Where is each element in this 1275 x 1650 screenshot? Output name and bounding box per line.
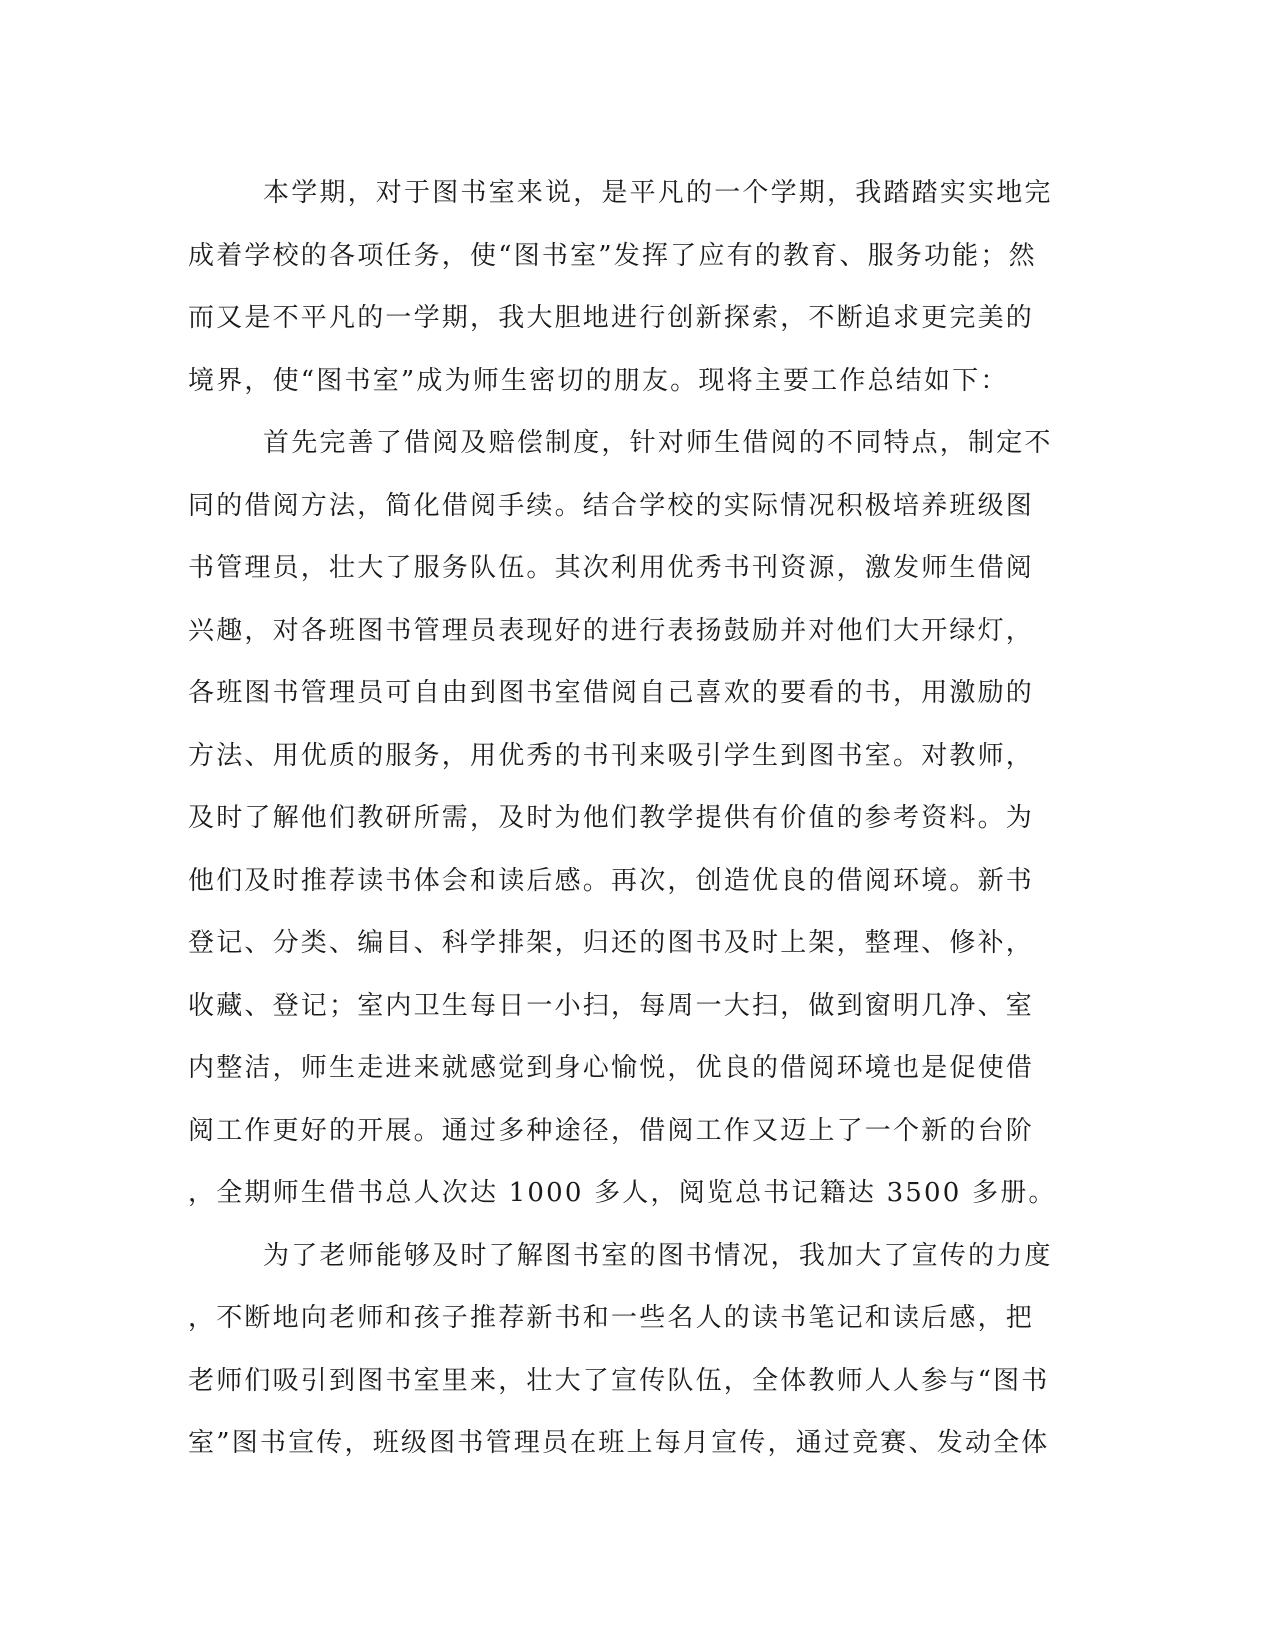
text-line: 而又是不平凡的一学期，我大胆地进行创新探索，不断追求更完美的 — [188, 303, 1035, 333]
text-line: ，全期师生借书总人次达 1000 多人，阅览总书记籍达 3500 多册。 — [188, 1178, 1057, 1208]
text-line: 成着学校的各项任务，使“图书室”发挥了应有的教育、服务功能；然 — [188, 240, 1037, 271]
text-line: ，不断地向老师和孩子推荐新书和一些名人的读书笔记和读后感，把 — [188, 1303, 1035, 1333]
text-line: 收藏、登记；室内卫生每日一小扫，每周一大扫，做到窗明几净、室 — [188, 990, 1035, 1021]
text-line: 登记、分类、编目、科学排架，归还的图书及时上架，整理、修补， — [188, 928, 1035, 958]
document-body — [188, 162, 1068, 1475]
text-line: 首先完善了借阅及赔偿制度，针对师生借阅的不同特点，制定不 — [263, 428, 1053, 458]
text-line: 阅工作更好的开展。通过多种途径，借阅工作又迈上了一个新的台阶 — [188, 1115, 1035, 1146]
text-line: 方法、用优质的服务，用优秀的书刊来吸引学生到图书室。对教师， — [188, 740, 1035, 771]
text-line: 他们及时推荐读书体会和读后感。再次，创造优良的借阅环境。新书 — [188, 865, 1035, 896]
text-line: 老师们吸引到图书室里来，壮大了宣传队伍，全体教师人人参与“图书 — [188, 1365, 1050, 1396]
text-line: 及时了解他们教研所需，及时为他们教学提供有价值的参考资料。为 — [188, 803, 1035, 833]
text-line: 同的借阅方法，简化借阅手续。结合学校的实际情况积极培养班级图 — [188, 490, 1035, 521]
text-line: 本学期，对于图书室来说，是平凡的一个学期，我踏踏实实地完 — [263, 178, 1053, 208]
text-line: 兴趣，对各班图书管理员表现好的进行表扬鼓励并对他们大开绿灯， — [188, 615, 1035, 646]
text-line: 室”图书宣传，班级图书管理员在班上每月宣传，通过竞赛、发动全体 — [188, 1428, 1050, 1458]
text-line: 为了老师能够及时了解图书室的图书情况，我加大了宣传的力度 — [263, 1240, 1053, 1271]
text-line: 境界，使“图书室”成为师生密切的朋友。现将主要工作总结如下： — [188, 365, 1009, 396]
text-line: 内整洁，师生走进来就感觉到身心愉悦，优良的借阅环境也是促使借 — [188, 1053, 1035, 1083]
text-line: 书管理员，壮大了服务队伍。其次利用优秀书刊资源，激发师生借阅 — [188, 553, 1035, 583]
text-line: 各班图书管理员可自由到图书室借阅自己喜欢的要看的书，用激励的 — [188, 678, 1035, 708]
